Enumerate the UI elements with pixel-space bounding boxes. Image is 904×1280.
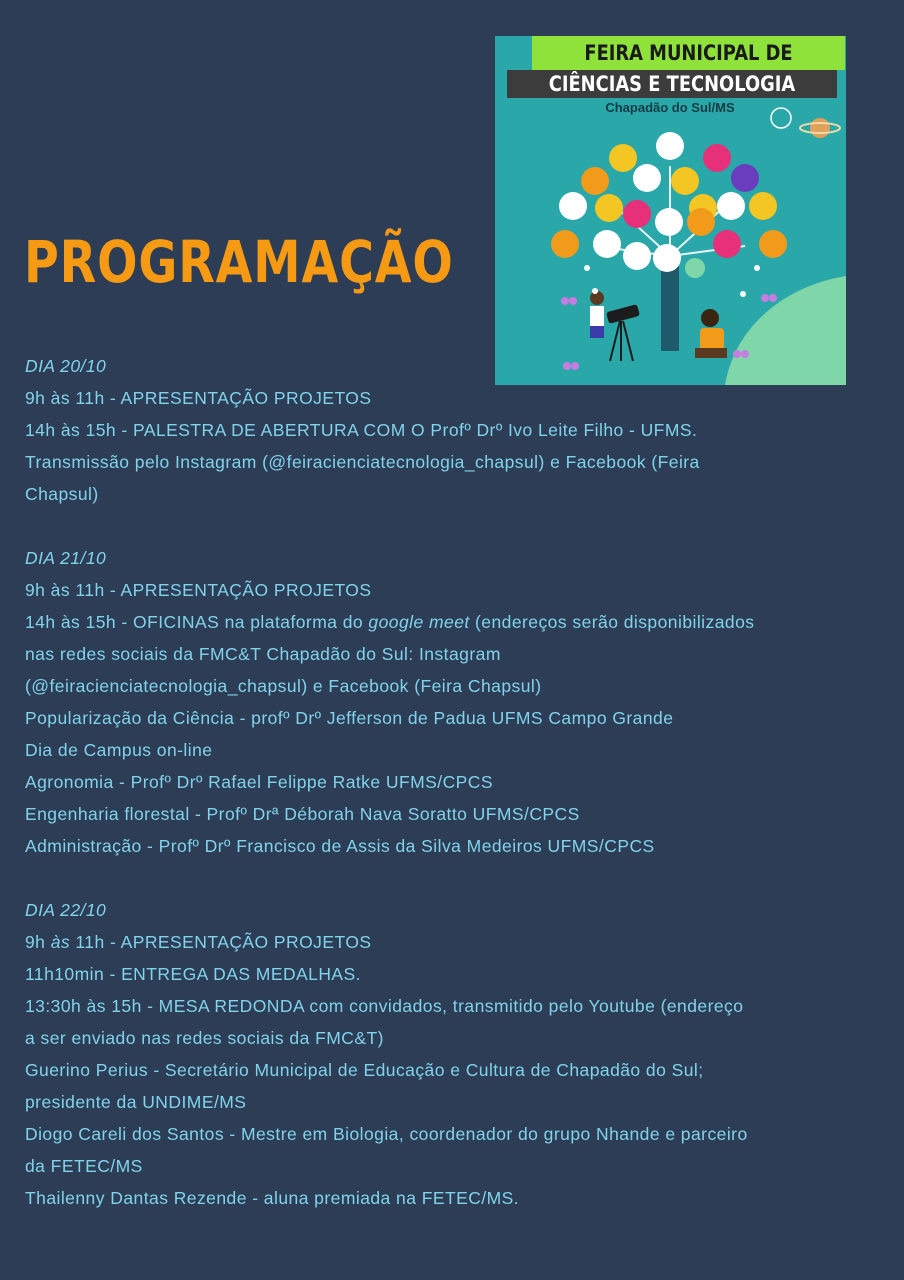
spacer xyxy=(25,862,885,894)
schedule-line: Diogo Careli dos Santos - Mestre em Biologia, coordenador do grupo Nhande e parceiro xyxy=(25,1124,748,1144)
schedule-line: 11h10min - ENTREGA DAS MEDALHAS. xyxy=(25,964,361,984)
day-heading: DIA 21/10 xyxy=(25,548,107,568)
poster-title-band xyxy=(532,36,845,70)
schedule-line xyxy=(25,926,885,958)
poster-title-line2: CIÊNCIAS E TECNOLOGIA xyxy=(548,72,796,96)
schedule-line: Administração - Profº Drº Francisco de Assis da Silva Medeiros UFMS/CPCS xyxy=(25,836,655,856)
spacer xyxy=(25,510,885,542)
schedule-text-italic: às xyxy=(50,932,71,952)
poster-title-line1: FEIRA MUNICIPAL DE xyxy=(584,41,793,65)
schedule-line xyxy=(25,606,885,638)
schedule-line: Thailenny Dantas Rezende - aluna premiada na FETEC/MS. xyxy=(25,1188,520,1208)
schedule-content xyxy=(25,350,885,1214)
schedule-line: Dia de Campus on-line xyxy=(25,740,213,760)
page-title: PROGRAMAÇÃO xyxy=(24,228,454,296)
schedule-line: a ser enviado nas redes sociais da FMC&T) xyxy=(25,1028,384,1048)
schedule-line: 14h às 15h - PALESTRA DE ABERTURA COM O Profº Drº Ivo Leite Filho - UFMS. xyxy=(25,420,698,440)
schedule-text: 14h às 15h - OFICINAS na plataforma do xyxy=(25,612,369,632)
schedule-text: 11h - APRESENTAÇÃO PROJETOS xyxy=(70,932,372,952)
schedule-line: (@feiracienciatecnologia_chapsul) e Facebook (Feira Chapsul) xyxy=(25,676,542,696)
day-heading: DIA 20/10 xyxy=(25,356,107,376)
schedule-line: 13:30h às 15h - MESA REDONDA com convidados, transmitido pelo Youtube (endereço xyxy=(25,996,744,1016)
schedule-line: Popularização da Ciência - profº Drº Jefferson de Padua UFMS Campo Grande xyxy=(25,708,674,728)
google-meet-text: google meet xyxy=(368,612,470,632)
schedule-line: Engenharia florestal - Profº Drª Déborah Nava Soratto UFMS/CPCS xyxy=(25,804,580,824)
schedule-text: 9h xyxy=(25,932,51,952)
schedule-line: presidente da UNDIME/MS xyxy=(25,1092,247,1112)
schedule-text: (endereços serão disponibilizados xyxy=(469,612,755,632)
event-poster-image xyxy=(495,36,846,385)
schedule-line: Chapsul) xyxy=(25,484,99,504)
schedule-line: 9h às 11h - APRESENTAÇÃO PROJETOS xyxy=(25,388,372,408)
schedule-line: da FETEC/MS xyxy=(25,1156,143,1176)
schedule-line: 9h às 11h - APRESENTAÇÃO PROJETOS xyxy=(25,580,372,600)
schedule-line: Transmissão pelo Instagram (@feiracienciatecnologia_chapsul) e Facebook (Feira xyxy=(25,452,700,472)
schedule-line: Guerino Perius - Secretário Municipal de Educação e Cultura de Chapadão do Sul; xyxy=(25,1060,704,1080)
schedule-line: nas redes sociais da FMC&T Chapadão do Sul: Instagram xyxy=(25,644,501,664)
schedule-line: Agronomia - Profº Drº Rafael Felippe Ratke UFMS/CPCS xyxy=(25,772,493,792)
poster-title-band-dark xyxy=(507,70,837,98)
day-heading: DIA 22/10 xyxy=(25,900,107,920)
poster-subtitle: Chapadão do Sul/MS xyxy=(605,100,735,115)
